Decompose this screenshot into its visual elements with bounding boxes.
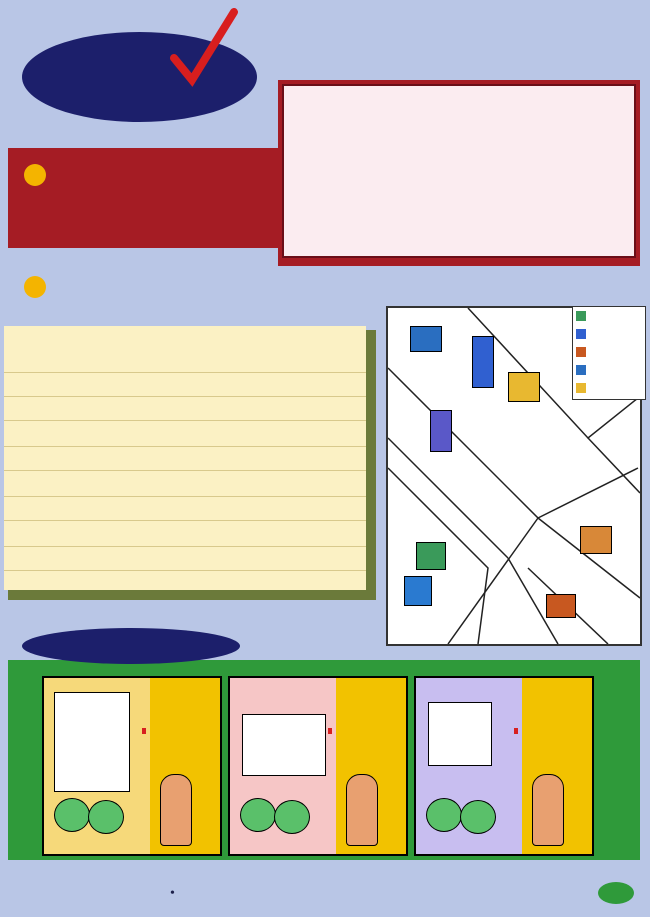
notepad-line <box>4 470 366 471</box>
comic-panel-2 <box>228 676 408 856</box>
comic-panel-1 <box>42 676 222 856</box>
clerk-character <box>160 774 192 846</box>
martian-character <box>426 798 462 832</box>
legend-item <box>573 307 645 325</box>
page-number <box>598 882 634 904</box>
martian-character <box>460 800 496 834</box>
footer-bullet: • <box>170 886 175 901</box>
library-building-icon <box>410 326 442 352</box>
speech-bubble <box>54 692 130 792</box>
notepad-line <box>4 496 366 497</box>
notepad-line <box>4 372 366 373</box>
legend-item <box>573 379 645 397</box>
bank-building-icon <box>430 410 452 452</box>
clerk-character <box>346 774 378 846</box>
bank-icon <box>576 329 586 339</box>
section1-band <box>8 148 308 248</box>
bank-building-icon <box>472 336 494 388</box>
martian-character <box>54 798 90 832</box>
library-building-icon <box>580 526 612 554</box>
section1-number <box>24 164 46 186</box>
information-sign <box>514 728 518 734</box>
martian-character <box>88 800 124 834</box>
shopping-mall-icon <box>576 383 586 393</box>
notepad-line <box>4 446 366 447</box>
speech-bubble <box>428 702 492 766</box>
notepad-line <box>4 520 366 521</box>
notepad-line <box>4 420 366 421</box>
question-list <box>290 110 630 150</box>
martian-character <box>240 798 276 832</box>
notepad-line <box>4 546 366 547</box>
legend-item <box>573 325 645 343</box>
restaurant-building-icon <box>416 542 446 570</box>
speech-bubble <box>242 714 326 776</box>
red-check-icon <box>170 8 240 88</box>
legend-item <box>573 361 645 379</box>
map-legend <box>572 306 646 400</box>
information-sign <box>328 728 332 734</box>
top-dotted-border <box>0 10 650 24</box>
notepad <box>4 326 366 590</box>
restaurant-icon <box>576 311 586 321</box>
clerk-character <box>532 774 564 846</box>
section2-number <box>24 276 46 298</box>
just-for-fun-oval <box>22 628 240 664</box>
movie-theater-icon <box>576 347 586 357</box>
information-sign <box>142 728 146 734</box>
library-icon <box>576 365 586 375</box>
notepad-line <box>4 396 366 397</box>
shopping-mall-building-icon <box>404 576 432 606</box>
movie-theater-building-icon <box>546 594 576 618</box>
page-footer <box>170 886 175 902</box>
shopping-mall-building-icon <box>508 372 540 402</box>
notepad-line <box>4 570 366 571</box>
legend-item <box>573 343 645 361</box>
comic-panel-3 <box>414 676 594 856</box>
martian-character <box>274 800 310 834</box>
